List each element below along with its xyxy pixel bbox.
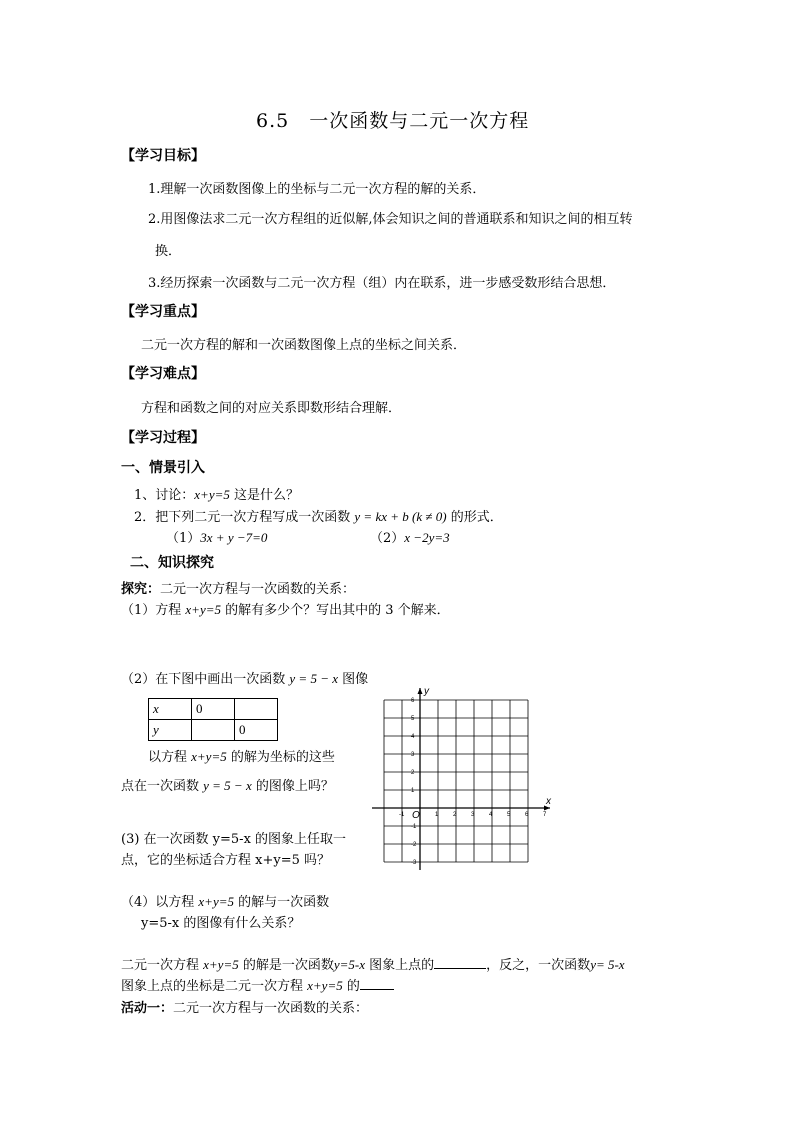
goal-3: 3.经历探索一次函数与二元一次方程（组）内在联系，进一步感受数形结合思想．: [148, 276, 616, 291]
sub-question-2: （2）在下图中画出一次函数 y = 5 − x 图像: [121, 671, 369, 687]
table-cell: x: [149, 699, 192, 720]
y-tick-label: -3: [411, 860, 417, 866]
page-title: 6.5 一次函数与二元一次方程: [256, 110, 530, 132]
sub-question-4-line1: （4）以方程 x+y=5 的解与一次函数: [121, 894, 330, 910]
x-tick-label: 7: [543, 812, 547, 818]
y-tick-label: 3: [411, 752, 415, 758]
explore-line: 探究：二元一次方程与一次函数的关系：: [121, 582, 356, 597]
x-tick-label: 5: [507, 812, 511, 818]
sub-question-3-line2: 点，它的坐标适合方程 x+y=5 吗？: [121, 853, 330, 868]
x-tick-label: 4: [489, 812, 493, 818]
origin-label: O: [412, 810, 420, 821]
question-2: 2．把下列二元一次方程写成一次函数 y = kx + b (k ≠ 0) 的形式．: [134, 509, 503, 525]
goal-heading: 【学习目标】: [121, 148, 205, 164]
y-tick-label: -2: [411, 842, 417, 848]
equation-2: （2）x −2y=3: [370, 530, 450, 546]
table-cell[interactable]: [235, 699, 278, 720]
conclusion-line1: 二元一次方程 x+y=5 的解是一次函数y=5-x 图象上点的 ，反之，一次函数y= 5-x: [121, 957, 625, 973]
x-axis-label: x: [546, 796, 551, 807]
y-tick-label: 4: [411, 734, 415, 740]
x-tick-label: 2: [453, 812, 457, 818]
sub-question-2b-line2: 点在一次函数 y = 5 − x 的图像上吗？: [121, 778, 334, 794]
activity-line: 活动一：二元一次方程与一次函数的关系：: [121, 1001, 369, 1016]
part1-heading: 一、情景引入: [121, 460, 205, 476]
y-tick-label: 6: [411, 698, 415, 704]
focus-heading: 【学习重点】: [121, 304, 205, 320]
x-tick-label: -1: [399, 812, 405, 818]
sub-question-4-line2: y=5-x 的图像有什么关系？: [141, 916, 301, 931]
equation-1: （1）3x + y −7=0: [166, 530, 268, 546]
y-tick-label: 1: [411, 788, 415, 794]
coordinate-grid[interactable]: [366, 684, 556, 872]
answer-blank-1[interactable]: [434, 968, 486, 969]
table-cell: y: [149, 720, 192, 741]
difficulty-text: 方程和函数之间的对应关系即数形结合理解．: [141, 401, 402, 416]
x-tick-label: 1: [435, 812, 439, 818]
y-tick-label: 2: [411, 770, 415, 776]
y-axis-label: y: [424, 686, 429, 697]
table-cell[interactable]: 0: [192, 699, 235, 720]
x-tick-label: 6: [525, 812, 529, 818]
answer-blank-2[interactable]: [360, 989, 394, 990]
y-tick-label: 5: [411, 716, 415, 722]
table-row: [149, 699, 278, 720]
question-1: 1、讨论：x+y=5 这是什么？: [134, 487, 300, 503]
x-tick-label: 3: [471, 812, 475, 818]
sub-question-2b-line1: 以方程 x+y=5 的解为坐标的这些: [148, 749, 335, 765]
y-axis-arrow-icon: [418, 688, 423, 694]
conclusion-line2: 图象上点的坐标是二元一次方程 x+y=5 的: [121, 975, 394, 994]
process-heading: 【学习过程】: [121, 430, 205, 446]
goal-2a: 2.用图像法求二元一次方程组的近似解,体会知识之间的普通联系和知识之间的相互转: [148, 212, 633, 227]
value-table: [148, 698, 278, 741]
table-row: [149, 720, 278, 741]
difficulty-heading: 【学习难点】: [121, 366, 205, 382]
table-cell: 0: [235, 720, 278, 741]
table-cell[interactable]: [192, 720, 235, 741]
goal-1: 1.理解一次函数图像上的坐标与二元一次方程的解的关系．: [148, 182, 486, 197]
y-tick-label: -1: [411, 824, 417, 830]
focus-text: 二元一次方程的解和一次函数图像上点的坐标之间关系．: [141, 338, 467, 353]
sub-question-1: （1）方程 x+y=5 的解有多少个？写出其中的 3 个解来．: [121, 602, 450, 618]
sub-question-3-line1: (3) 在一次函数 y=5-x 的图象上任取一: [121, 832, 347, 847]
part2-heading: 二、知识探究: [130, 555, 214, 571]
goal-2b: 换．: [155, 244, 182, 259]
